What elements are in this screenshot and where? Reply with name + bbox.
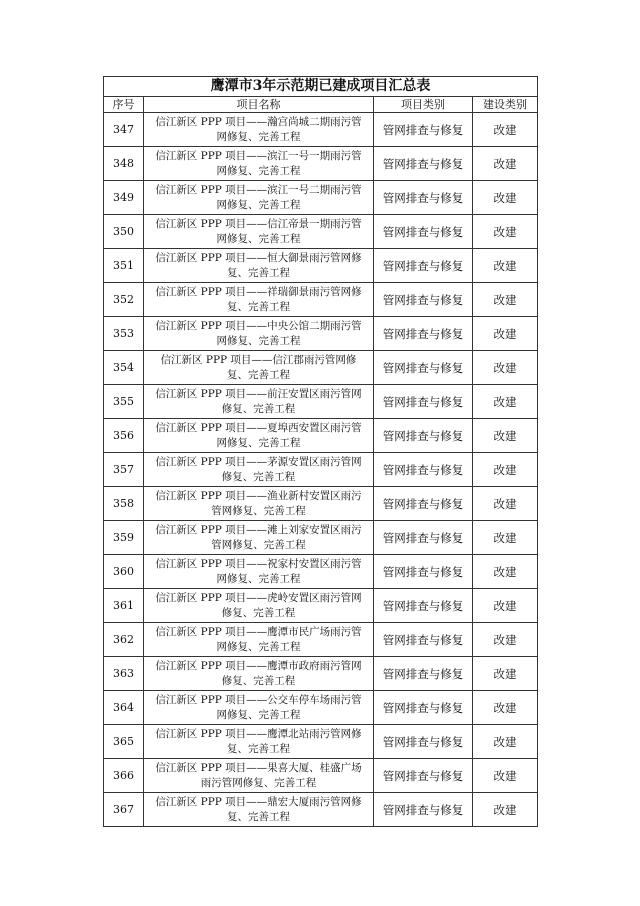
project-name-line-1: 信江新区 PPP 项目——鼎宏大厦雨污管网修 bbox=[155, 795, 362, 808]
project-category: 管网排查与修复 bbox=[374, 147, 473, 181]
project-name bbox=[144, 283, 374, 317]
project-category: 管网排查与修复 bbox=[374, 793, 473, 827]
row-number: 359 bbox=[104, 521, 144, 555]
project-name-line-2: 复、完善工程 bbox=[227, 300, 290, 313]
table-row bbox=[104, 317, 538, 351]
construction-type: 改建 bbox=[473, 385, 538, 419]
project-name-line-1: 信江新区 PPP 项目——虎岭安置区雨污管网 bbox=[155, 591, 362, 604]
construction-type: 改建 bbox=[473, 351, 538, 385]
project-name-line-1: 信江新区 PPP 项目——夏埠西安置区雨污管 bbox=[155, 421, 362, 434]
row-number: 355 bbox=[104, 385, 144, 419]
project-category: 管网排查与修复 bbox=[374, 215, 473, 249]
row-number: 361 bbox=[104, 589, 144, 623]
row-number: 366 bbox=[104, 759, 144, 793]
project-category: 管网排查与修复 bbox=[374, 623, 473, 657]
row-number: 354 bbox=[104, 351, 144, 385]
row-number: 365 bbox=[104, 725, 144, 759]
construction-type: 改建 bbox=[473, 419, 538, 453]
construction-type: 改建 bbox=[473, 487, 538, 521]
project-name-line-1: 信江新区 PPP 项目——滨江一号二期雨污管 bbox=[155, 183, 362, 196]
table-row bbox=[104, 385, 538, 419]
table-row bbox=[104, 759, 538, 793]
construction-type: 改建 bbox=[473, 589, 538, 623]
project-category: 管网排查与修复 bbox=[374, 725, 473, 759]
construction-type: 改建 bbox=[473, 691, 538, 725]
project-name-line-1: 信江新区 PPP 项目——鹰潭市民广场雨污管 bbox=[155, 625, 362, 638]
construction-type: 改建 bbox=[473, 113, 538, 147]
project-category: 管网排查与修复 bbox=[374, 317, 473, 351]
project-name-line-2: 网修复、完善工程 bbox=[216, 640, 301, 653]
project-category: 管网排查与修复 bbox=[374, 691, 473, 725]
construction-type: 改建 bbox=[473, 215, 538, 249]
project-name-line-2: 网修复、完善工程 bbox=[216, 708, 301, 721]
row-number: 358 bbox=[104, 487, 144, 521]
project-category: 管网排查与修复 bbox=[374, 283, 473, 317]
row-number: 347 bbox=[104, 113, 144, 147]
project-category: 管网排查与修复 bbox=[374, 453, 473, 487]
project-name bbox=[144, 793, 374, 827]
project-name-line-1: 信江新区 PPP 项目——瀚宫尚城二期雨污管 bbox=[155, 115, 362, 128]
construction-type: 改建 bbox=[473, 283, 538, 317]
project-name-line-2: 修复、完善工程 bbox=[221, 470, 296, 483]
table-row bbox=[104, 589, 538, 623]
project-name-line-1: 信江新区 PPP 项目——祝家村安置区雨污管 bbox=[155, 557, 362, 570]
project-name bbox=[144, 147, 374, 181]
project-name bbox=[144, 249, 374, 283]
table-row bbox=[104, 793, 538, 827]
project-name-line-2: 网修复、完善工程 bbox=[216, 232, 301, 245]
row-number: 364 bbox=[104, 691, 144, 725]
project-name-line-2: 网修复、完善工程 bbox=[216, 334, 301, 347]
project-name bbox=[144, 351, 374, 385]
table-row bbox=[104, 147, 538, 181]
construction-type: 改建 bbox=[473, 181, 538, 215]
project-name-line-2: 复、完善工程 bbox=[227, 266, 290, 279]
project-name-line-2: 修复、完善工程 bbox=[221, 402, 296, 415]
construction-type: 改建 bbox=[473, 759, 538, 793]
row-number: 349 bbox=[104, 181, 144, 215]
project-name bbox=[144, 521, 374, 555]
row-number: 363 bbox=[104, 657, 144, 691]
project-category: 管网排查与修复 bbox=[374, 181, 473, 215]
project-summary-table bbox=[103, 76, 538, 827]
project-name-line-1: 信江新区 PPP 项目——渔业新村安置区雨污 bbox=[155, 489, 362, 502]
project-name-line-2: 复、完善工程 bbox=[227, 742, 290, 755]
project-name bbox=[144, 419, 374, 453]
table-title: 鹰潭市3年示范期已建成项目汇总表 bbox=[104, 77, 538, 97]
construction-type: 改建 bbox=[473, 793, 538, 827]
project-name bbox=[144, 623, 374, 657]
project-name-line-2: 网修复、完善工程 bbox=[216, 164, 301, 177]
table-row bbox=[104, 419, 538, 453]
project-name-line-1: 信江新区 PPP 项目——公交车停车场雨污管 bbox=[155, 693, 362, 706]
project-name bbox=[144, 555, 374, 589]
table-row bbox=[104, 487, 538, 521]
table-row bbox=[104, 725, 538, 759]
project-category: 管网排查与修复 bbox=[374, 351, 473, 385]
row-number: 356 bbox=[104, 419, 144, 453]
project-name-line-1: 信江新区 PPP 项目——茅源安置区雨污管网 bbox=[155, 455, 362, 468]
table-row bbox=[104, 351, 538, 385]
header-no: 序号 bbox=[104, 97, 144, 113]
table-row bbox=[104, 691, 538, 725]
project-name-line-2: 管网修复、完善工程 bbox=[211, 504, 306, 517]
project-name-line-2: 网修复、完善工程 bbox=[216, 572, 301, 585]
project-name-line-1: 信江新区 PPP 项目——祥瑞御景雨污管网修 bbox=[155, 285, 362, 298]
table-row bbox=[104, 181, 538, 215]
project-name-line-1: 信江新区 PPP 项目——鹰潭北站雨污管网修 bbox=[155, 727, 362, 740]
row-number: 362 bbox=[104, 623, 144, 657]
project-name-line-2: 网修复、完善工程 bbox=[216, 436, 301, 449]
construction-type: 改建 bbox=[473, 555, 538, 589]
project-name-line-2: 管网修复、完善工程 bbox=[211, 538, 306, 551]
row-number: 352 bbox=[104, 283, 144, 317]
row-number: 357 bbox=[104, 453, 144, 487]
construction-type: 改建 bbox=[473, 147, 538, 181]
project-name-line-1: 信江新区 PPP 项目——信江帝景一期雨污管 bbox=[155, 217, 362, 230]
construction-type: 改建 bbox=[473, 453, 538, 487]
project-name-line-2: 修复、完善工程 bbox=[221, 674, 296, 687]
table-row bbox=[104, 113, 538, 147]
project-category: 管网排查与修复 bbox=[374, 385, 473, 419]
row-number: 353 bbox=[104, 317, 144, 351]
row-number: 348 bbox=[104, 147, 144, 181]
project-name bbox=[144, 215, 374, 249]
project-category: 管网排查与修复 bbox=[374, 521, 473, 555]
project-name bbox=[144, 181, 374, 215]
project-name-line-1: 信江新区 PPP 项目——中央公馆二期雨污管 bbox=[155, 319, 362, 332]
project-name-line-2: 网修复、完善工程 bbox=[216, 130, 301, 143]
row-number: 367 bbox=[104, 793, 144, 827]
project-category: 管网排查与修复 bbox=[374, 249, 473, 283]
table-row bbox=[104, 623, 538, 657]
table-row bbox=[104, 453, 538, 487]
project-name bbox=[144, 657, 374, 691]
project-name-line-1: 信江新区 PPP 项目——前汪安置区雨污管网 bbox=[155, 387, 362, 400]
project-name bbox=[144, 113, 374, 147]
project-name bbox=[144, 691, 374, 725]
project-name-line-2: 复、完善工程 bbox=[227, 810, 290, 823]
project-category: 管网排查与修复 bbox=[374, 487, 473, 521]
row-number: 350 bbox=[104, 215, 144, 249]
project-category: 管网排查与修复 bbox=[374, 419, 473, 453]
row-number: 351 bbox=[104, 249, 144, 283]
construction-type: 改建 bbox=[473, 623, 538, 657]
project-name-line-1: 信江新区 PPP 项目——滩上刘家安置区雨污 bbox=[155, 523, 362, 536]
project-name-line-1: 信江新区 PPP 项目——恒大御景雨污管网修 bbox=[155, 251, 362, 264]
table-row bbox=[104, 657, 538, 691]
project-category: 管网排查与修复 bbox=[374, 555, 473, 589]
project-name bbox=[144, 725, 374, 759]
construction-type: 改建 bbox=[473, 249, 538, 283]
project-category: 管网排查与修复 bbox=[374, 113, 473, 147]
header-type: 建设类别 bbox=[473, 97, 538, 113]
project-name-line-2: 修复、完善工程 bbox=[221, 606, 296, 619]
project-category: 管网排查与修复 bbox=[374, 657, 473, 691]
table-row bbox=[104, 215, 538, 249]
project-name-line-1: 信江新区 PPP 项目——滨江一号一期雨污管 bbox=[155, 149, 362, 162]
construction-type: 改建 bbox=[473, 725, 538, 759]
summary-sheet bbox=[103, 76, 537, 827]
construction-type: 改建 bbox=[473, 317, 538, 351]
row-number: 360 bbox=[104, 555, 144, 589]
project-name-line-2: 雨污管网修复、完善工程 bbox=[200, 776, 317, 789]
construction-type: 改建 bbox=[473, 521, 538, 555]
project-name bbox=[144, 453, 374, 487]
construction-type: 改建 bbox=[473, 657, 538, 691]
project-name bbox=[144, 487, 374, 521]
project-category: 管网排查与修复 bbox=[374, 759, 473, 793]
project-name-line-1: 信江新区 PPP 项目——果喜大厦、桂盛广场 bbox=[155, 761, 362, 774]
header-row bbox=[104, 97, 538, 113]
project-name-line-1: 信江新区 PPP 项目——信江郡雨污管网修 bbox=[160, 353, 357, 366]
project-name bbox=[144, 385, 374, 419]
project-name-line-2: 网修复、完善工程 bbox=[216, 198, 301, 211]
project-category: 管网排查与修复 bbox=[374, 589, 473, 623]
header-category: 项目类别 bbox=[374, 97, 473, 113]
project-name bbox=[144, 317, 374, 351]
project-name-line-2: 复、完善工程 bbox=[227, 368, 290, 381]
table-row bbox=[104, 521, 538, 555]
table-row bbox=[104, 249, 538, 283]
header-name: 项目名称 bbox=[144, 97, 374, 113]
project-name bbox=[144, 759, 374, 793]
project-name-line-1: 信江新区 PPP 项目——鹰潭市政府雨污管网 bbox=[155, 659, 362, 672]
table-row bbox=[104, 555, 538, 589]
project-name bbox=[144, 589, 374, 623]
table-row bbox=[104, 283, 538, 317]
